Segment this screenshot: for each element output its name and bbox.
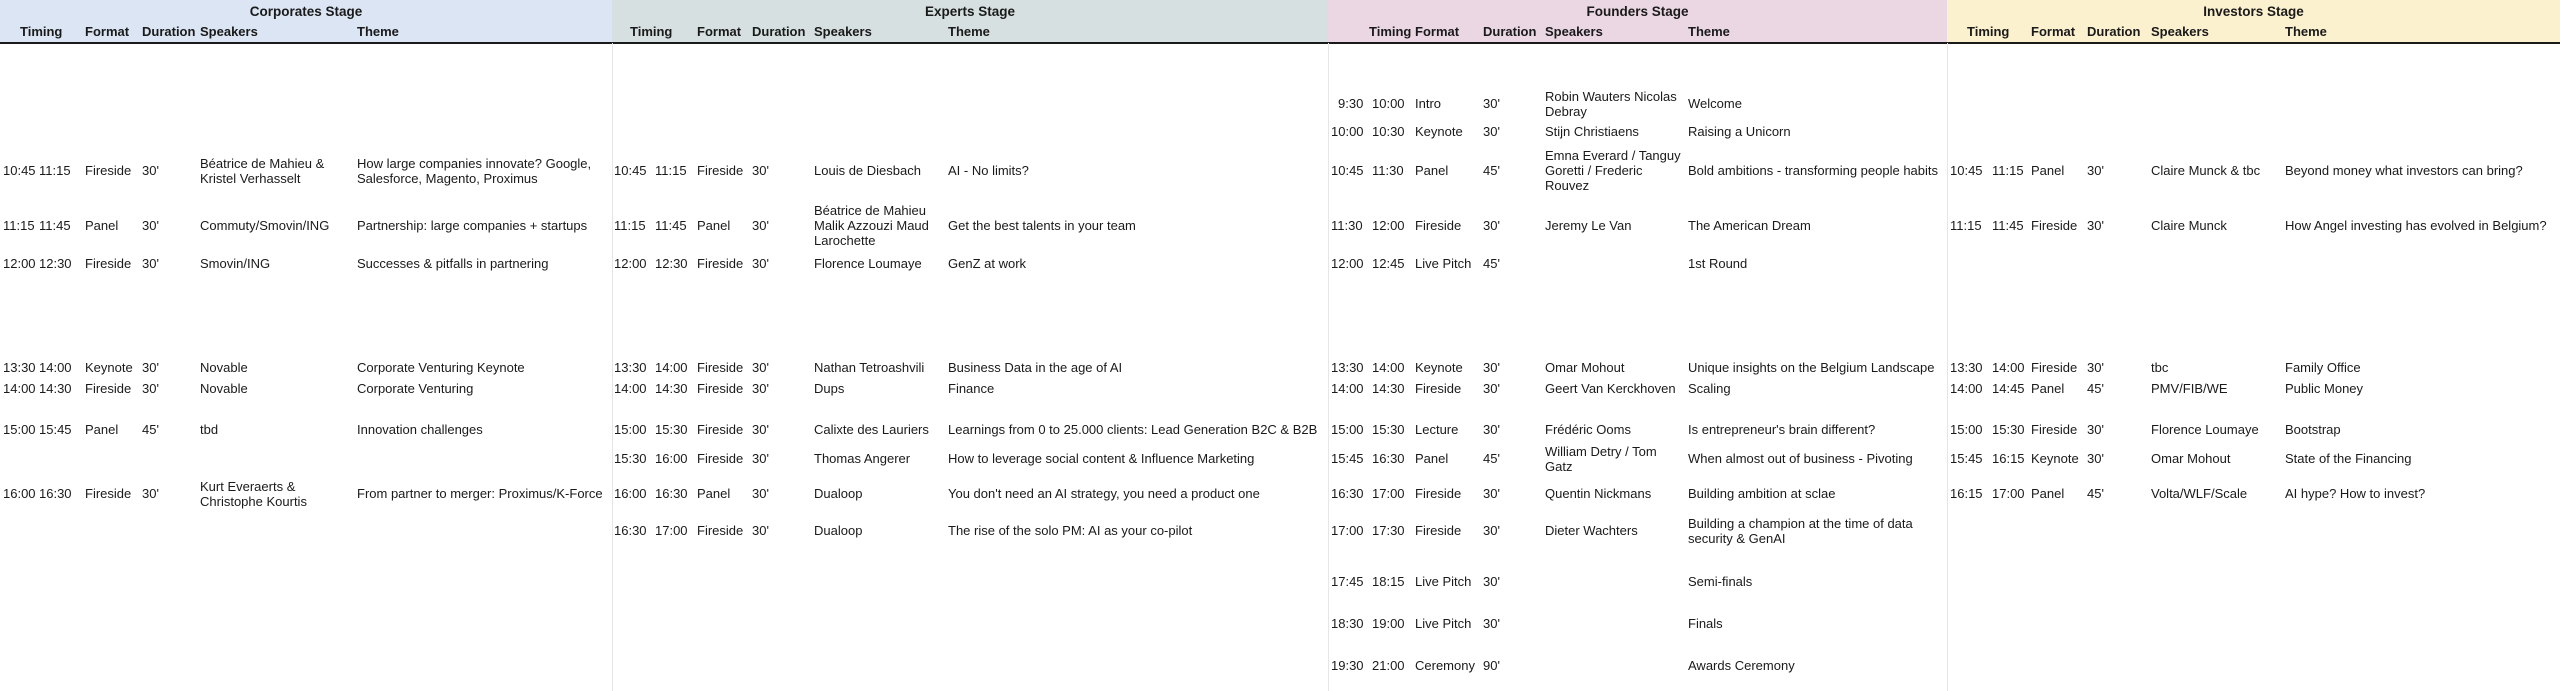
format-cell: Fireside (697, 256, 744, 271)
duration-cell: 45' (1483, 163, 1500, 178)
stage-divider (1328, 43, 1329, 691)
format-cell: Panel (1415, 163, 1449, 178)
theme-cell: Innovation challenges (357, 422, 483, 437)
timing-start: 10:45 (1331, 163, 1364, 178)
theme-cell: Is entrepreneur's brain different? (1688, 422, 1876, 437)
speakers-cell: Geert Van Kerckhoven (1545, 381, 1676, 396)
duration-cell: 30' (1483, 96, 1500, 111)
duration-cell: 30' (752, 256, 769, 271)
duration-cell: 30' (752, 486, 769, 501)
timing-start: 19:30 (1331, 658, 1364, 673)
speakers-cell: Nathan Tetroashvili (814, 360, 925, 375)
speakers-cell: Novable (200, 360, 248, 375)
theme-cell: Scaling (1688, 381, 1731, 396)
duration-cell: 30' (752, 451, 769, 466)
timing-start: 16:00 (614, 486, 647, 501)
theme-cell: Awards Ceremony (1688, 658, 1795, 673)
duration-cell: 30' (1483, 381, 1500, 396)
theme-cell: Welcome (1688, 96, 1742, 111)
format-cell: Panel (2031, 381, 2065, 396)
timing-start: 11:15 (3, 218, 35, 233)
format-cell: Fireside (697, 381, 744, 396)
timing-start: 16:30 (1331, 486, 1364, 501)
duration-cell: 45' (1483, 451, 1500, 466)
theme-cell: Building ambition at sclae (1688, 486, 1836, 501)
column-header-theme: Theme (2285, 24, 2327, 39)
duration-cell: 30' (1483, 360, 1500, 375)
timing-end: 17:00 (1992, 486, 2025, 501)
timing-start: 10:00 (1331, 124, 1364, 139)
duration-cell: 30' (1483, 574, 1500, 589)
duration-cell: 30' (2087, 360, 2104, 375)
duration-cell: 30' (2087, 163, 2104, 178)
speakers-cell: Emna Everard / Tanguy Goretti / Frederic Rouvez (1545, 148, 1681, 193)
duration-cell: 30' (2087, 218, 2104, 233)
stage-title-corporates: Corporates Stage (249, 4, 363, 19)
timing-end: 11:15 (655, 163, 687, 178)
speakers-cell: Commuty/Smovin/ING (200, 218, 330, 233)
duration-cell: 30' (1483, 523, 1500, 538)
timing-start: 13:30 (1950, 360, 1983, 375)
column-header-duration: Duration (1483, 24, 1537, 39)
duration-cell: 30' (1483, 422, 1500, 437)
timing-end: 12:30 (655, 256, 688, 271)
timing-end: 12:45 (1372, 256, 1405, 271)
timing-end: 17:00 (655, 523, 688, 538)
theme-cell: State of the Financing (2285, 451, 2412, 466)
timing-start: 15:00 (3, 422, 36, 437)
timing-end: 11:45 (655, 218, 687, 233)
theme-cell: Bootstrap (2285, 422, 2341, 437)
timing-end: 12:00 (1372, 218, 1405, 233)
speakers-cell: Smovin/ING (200, 256, 271, 271)
theme-cell: You don't need an AI strategy, you need a product one (948, 486, 1260, 501)
timing-end: 21:00 (1372, 658, 1405, 673)
speakers-cell: Jeremy Le Van (1545, 218, 1632, 233)
speakers-cell: Thomas Angerer (814, 451, 911, 466)
duration-cell: 45' (2087, 486, 2104, 501)
format-cell: Keynote (1415, 124, 1463, 139)
column-header-format: Format (1415, 24, 1460, 39)
speakers-cell: tbc (2151, 360, 2169, 375)
timing-start: 18:30 (1331, 616, 1364, 631)
format-cell: Lecture (1415, 422, 1459, 437)
format-cell: Fireside (85, 486, 132, 501)
timing-end: 16:00 (655, 451, 688, 466)
format-cell: Intro (1415, 96, 1442, 111)
timing-end: 17:00 (1372, 486, 1405, 501)
timing-start: 13:30 (1331, 360, 1364, 375)
format-cell: Fireside (697, 422, 744, 437)
column-header-duration: Duration (142, 24, 196, 39)
theme-cell: AI - No limits? (948, 163, 1029, 178)
format-cell: Ceremony (1415, 658, 1475, 673)
stage-title-experts: Experts Stage (924, 4, 1016, 19)
speakers-cell: Dualoop (814, 486, 863, 501)
theme-cell: How to leverage social content & Influence Marketing (948, 451, 1255, 466)
timing-start: 14:00 (1331, 381, 1364, 396)
speakers-cell: Louis de Diesbach (814, 163, 921, 178)
speakers-cell: Kurt Everaerts & Christophe Kourtis (200, 478, 307, 509)
timing-start: 11:30 (1331, 218, 1363, 233)
theme-cell: Beyond money what investors can bring? (2285, 163, 2523, 178)
timing-start: 15:45 (1331, 451, 1364, 466)
theme-cell: Get the best talents in your team (948, 218, 1136, 233)
timing-end: 14:00 (1992, 360, 2025, 375)
speakers-cell: William Detry / Tom Gatz (1545, 443, 1657, 474)
speakers-cell: Volta/WLF/Scale (2151, 486, 2248, 501)
timing-start: 12:00 (614, 256, 647, 271)
timing-end: 14:30 (1372, 381, 1405, 396)
format-cell: Fireside (85, 381, 132, 396)
stage-divider (1947, 43, 1948, 691)
timing-start: 9:30 (1338, 96, 1364, 111)
format-cell: Live Pitch (1415, 256, 1472, 271)
timing-start: 15:00 (1331, 422, 1364, 437)
duration-cell: 90' (1483, 658, 1500, 673)
speakers-cell: Calixte des Lauriers (814, 422, 929, 437)
format-cell: Fireside (2031, 422, 2078, 437)
format-cell: Fireside (85, 256, 132, 271)
format-cell: Fireside (697, 523, 744, 538)
duration-cell: 45' (2087, 381, 2104, 396)
timing-end: 11:15 (1992, 163, 2024, 178)
column-header-timing: Timing (20, 24, 63, 39)
timing-end: 15:30 (655, 422, 688, 437)
timing-end: 16:30 (1372, 451, 1405, 466)
timing-end: 15:30 (1992, 422, 2025, 437)
stage-divider (612, 43, 613, 691)
timing-end: 19:00 (1372, 616, 1405, 631)
timing-start: 14:00 (1950, 381, 1983, 396)
duration-cell: 30' (1483, 218, 1500, 233)
timing-end: 16:30 (655, 486, 688, 501)
theme-cell: The rise of the solo PM: AI as your co-pilot (948, 523, 1193, 538)
format-cell: Keynote (1415, 360, 1463, 375)
column-header-theme: Theme (1688, 24, 1730, 39)
duration-cell: 30' (142, 486, 159, 501)
theme-cell: Learnings from 0 to 25.000 clients: Lead Generation B2C & B2B (948, 422, 1318, 437)
format-cell: Fireside (1415, 523, 1462, 538)
timing-start: 15:30 (614, 451, 647, 466)
format-cell: Fireside (1415, 486, 1462, 501)
theme-cell: Bold ambitions - transforming people habits (1688, 163, 1939, 178)
column-header-duration: Duration (752, 24, 806, 39)
timing-start: 13:30 (3, 360, 36, 375)
timing-end: 11:45 (39, 218, 71, 233)
speakers-cell: Florence Loumaye (2151, 422, 2259, 437)
column-header-format: Format (697, 24, 742, 39)
column-header-timing: Timing (1369, 24, 1412, 39)
theme-cell: Finals (1688, 616, 1723, 631)
theme-cell: When almost out of business - Pivoting (1688, 451, 1913, 466)
speakers-cell: Claire Munck & tbc (2151, 163, 2261, 178)
timing-end: 15:30 (1372, 422, 1405, 437)
format-cell: Live Pitch (1415, 616, 1472, 631)
theme-cell: AI hype? How to invest? (2285, 486, 2426, 501)
timing-start: 13:30 (614, 360, 647, 375)
timing-end: 14:30 (655, 381, 688, 396)
duration-cell: 30' (1483, 124, 1500, 139)
timing-start: 10:45 (1950, 163, 1983, 178)
timing-end: 10:30 (1372, 124, 1405, 139)
stage-title-founders: Founders Stage (1586, 4, 1689, 19)
duration-cell: 30' (142, 218, 159, 233)
speakers-cell: tbd (200, 422, 219, 437)
theme-cell: Finance (948, 381, 995, 396)
format-cell: Fireside (2031, 218, 2078, 233)
timing-end: 14:45 (1992, 381, 2025, 396)
theme-cell: Partnership: large companies + startups (357, 218, 588, 233)
speakers-cell: Omar Mohout (2151, 451, 2231, 466)
timing-start: 17:00 (1331, 523, 1364, 538)
format-cell: Fireside (697, 451, 744, 466)
format-cell: Panel (2031, 486, 2065, 501)
speakers-cell: Novable (200, 381, 248, 396)
speakers-cell: Béatrice de Mahieu & Kristel Verhasselt (200, 155, 325, 186)
format-cell: Fireside (1415, 381, 1462, 396)
timing-start: 14:00 (614, 381, 647, 396)
theme-cell: Public Money (2285, 381, 2364, 396)
format-cell: Panel (697, 486, 731, 501)
timing-start: 16:00 (3, 486, 36, 501)
timing-start: 14:00 (3, 381, 36, 396)
timing-end: 14:00 (39, 360, 72, 375)
duration-cell: 30' (142, 381, 159, 396)
format-cell: Panel (2031, 163, 2065, 178)
duration-cell: 30' (752, 218, 769, 233)
column-header-speakers: Speakers (200, 24, 258, 39)
format-cell: Live Pitch (1415, 574, 1472, 589)
theme-cell: Family Office (2285, 360, 2361, 375)
timing-end: 11:45 (1992, 218, 2024, 233)
timing-start: 11:15 (1950, 218, 1982, 233)
format-cell: Panel (85, 422, 119, 437)
timing-start: 15:00 (614, 422, 647, 437)
speakers-cell: Claire Munck (2151, 218, 2227, 233)
timing-start: 12:00 (3, 256, 36, 271)
theme-cell: 1st Round (1688, 256, 1748, 271)
column-header-timing: Timing (1967, 24, 2010, 39)
column-header-theme: Theme (948, 24, 990, 39)
format-cell: Fireside (85, 163, 132, 178)
speakers-cell: Stijn Christiaens (1545, 124, 1639, 139)
theme-cell: Semi-finals (1688, 574, 1753, 589)
column-header-speakers: Speakers (814, 24, 872, 39)
theme-cell: Successes & pitfalls in partnering (357, 256, 549, 271)
column-header-duration: Duration (2087, 24, 2141, 39)
duration-cell: 30' (2087, 451, 2104, 466)
column-header-speakers: Speakers (1545, 24, 1603, 39)
format-cell: Fireside (697, 360, 744, 375)
timing-start: 11:15 (614, 218, 646, 233)
timing-end: 18:15 (1372, 574, 1405, 589)
theme-cell: How large companies innovate? Google, Salesforce, Magento, Proximus (357, 155, 592, 186)
duration-cell: 30' (752, 360, 769, 375)
theme-cell: Building a champion at the time of data security & GenAI (1688, 515, 1913, 546)
duration-cell: 30' (142, 256, 159, 271)
timing-end: 14:30 (39, 381, 72, 396)
duration-cell: 30' (752, 523, 769, 538)
duration-cell: 30' (752, 381, 769, 396)
speakers-cell: PMV/FIB/WE (2151, 381, 2228, 396)
timing-end: 14:00 (1372, 360, 1405, 375)
column-header-timing: Timing (630, 24, 673, 39)
duration-cell: 45' (142, 422, 159, 437)
duration-cell: 30' (142, 163, 159, 178)
format-cell: Fireside (697, 163, 744, 178)
timing-start: 15:45 (1950, 451, 1983, 466)
timing-end: 17:30 (1372, 523, 1405, 538)
timing-start: 16:15 (1950, 486, 1983, 501)
duration-cell: 30' (1483, 616, 1500, 631)
speakers-cell: Dups (814, 381, 845, 396)
theme-cell: From partner to merger: Proximus/K-Force (357, 486, 603, 501)
theme-cell: Corporate Venturing (357, 381, 474, 396)
theme-cell: The American Dream (1688, 218, 1811, 233)
header-divider (0, 42, 2560, 44)
theme-cell: GenZ at work (948, 256, 1027, 271)
theme-cell: Business Data in the age of AI (948, 360, 1123, 375)
timing-end: 16:15 (1992, 451, 2025, 466)
timing-end: 12:30 (39, 256, 72, 271)
format-cell: Panel (85, 218, 119, 233)
timing-start: 10:45 (614, 163, 647, 178)
duration-cell: 30' (1483, 486, 1500, 501)
column-header-format: Format (85, 24, 130, 39)
duration-cell: 30' (752, 422, 769, 437)
stage-title-investors: Investors Stage (2203, 4, 2304, 19)
timing-start: 17:45 (1331, 574, 1364, 589)
column-header-theme: Theme (357, 24, 399, 39)
speakers-cell: Omar Mohout (1545, 360, 1625, 375)
theme-cell: Raising a Unicorn (1688, 124, 1791, 139)
timing-start: 15:00 (1950, 422, 1983, 437)
format-cell: Panel (697, 218, 731, 233)
timing-end: 14:00 (655, 360, 688, 375)
format-cell: Keynote (2031, 451, 2079, 466)
theme-cell: Corporate Venturing Keynote (357, 360, 525, 375)
format-cell: Keynote (85, 360, 133, 375)
speakers-cell: Quentin Nickmans (1545, 486, 1652, 501)
speakers-cell: Robin Wauters Nicolas Debray (1545, 88, 1677, 119)
column-header-format: Format (2031, 24, 2076, 39)
timing-start: 10:45 (3, 163, 36, 178)
speakers-cell: Frédéric Ooms (1545, 422, 1631, 437)
column-header-speakers: Speakers (2151, 24, 2209, 39)
duration-cell: 45' (1483, 256, 1500, 271)
timing-start: 16:30 (614, 523, 647, 538)
speakers-cell: Florence Loumaye (814, 256, 922, 271)
timing-end: 11:30 (1372, 163, 1404, 178)
theme-cell: How Angel investing has evolved in Belgium? (2285, 218, 2547, 233)
timing-end: 10:00 (1372, 96, 1405, 111)
timing-end: 11:15 (39, 163, 71, 178)
format-cell: Fireside (1415, 218, 1462, 233)
theme-cell: Unique insights on the Belgium Landscape (1688, 360, 1935, 375)
timing-end: 15:45 (39, 422, 72, 437)
format-cell: Fireside (2031, 360, 2078, 375)
format-cell: Panel (1415, 451, 1449, 466)
duration-cell: 30' (2087, 422, 2104, 437)
speakers-cell: Dualoop (814, 523, 863, 538)
speakers-cell: Dieter Wachters (1545, 523, 1638, 538)
duration-cell: 30' (142, 360, 159, 375)
timing-end: 16:30 (39, 486, 72, 501)
speakers-cell: Béatrice de Mahieu Malik Azzouzi Maud Larochette (814, 203, 929, 248)
timing-start: 12:00 (1331, 256, 1364, 271)
duration-cell: 30' (752, 163, 769, 178)
